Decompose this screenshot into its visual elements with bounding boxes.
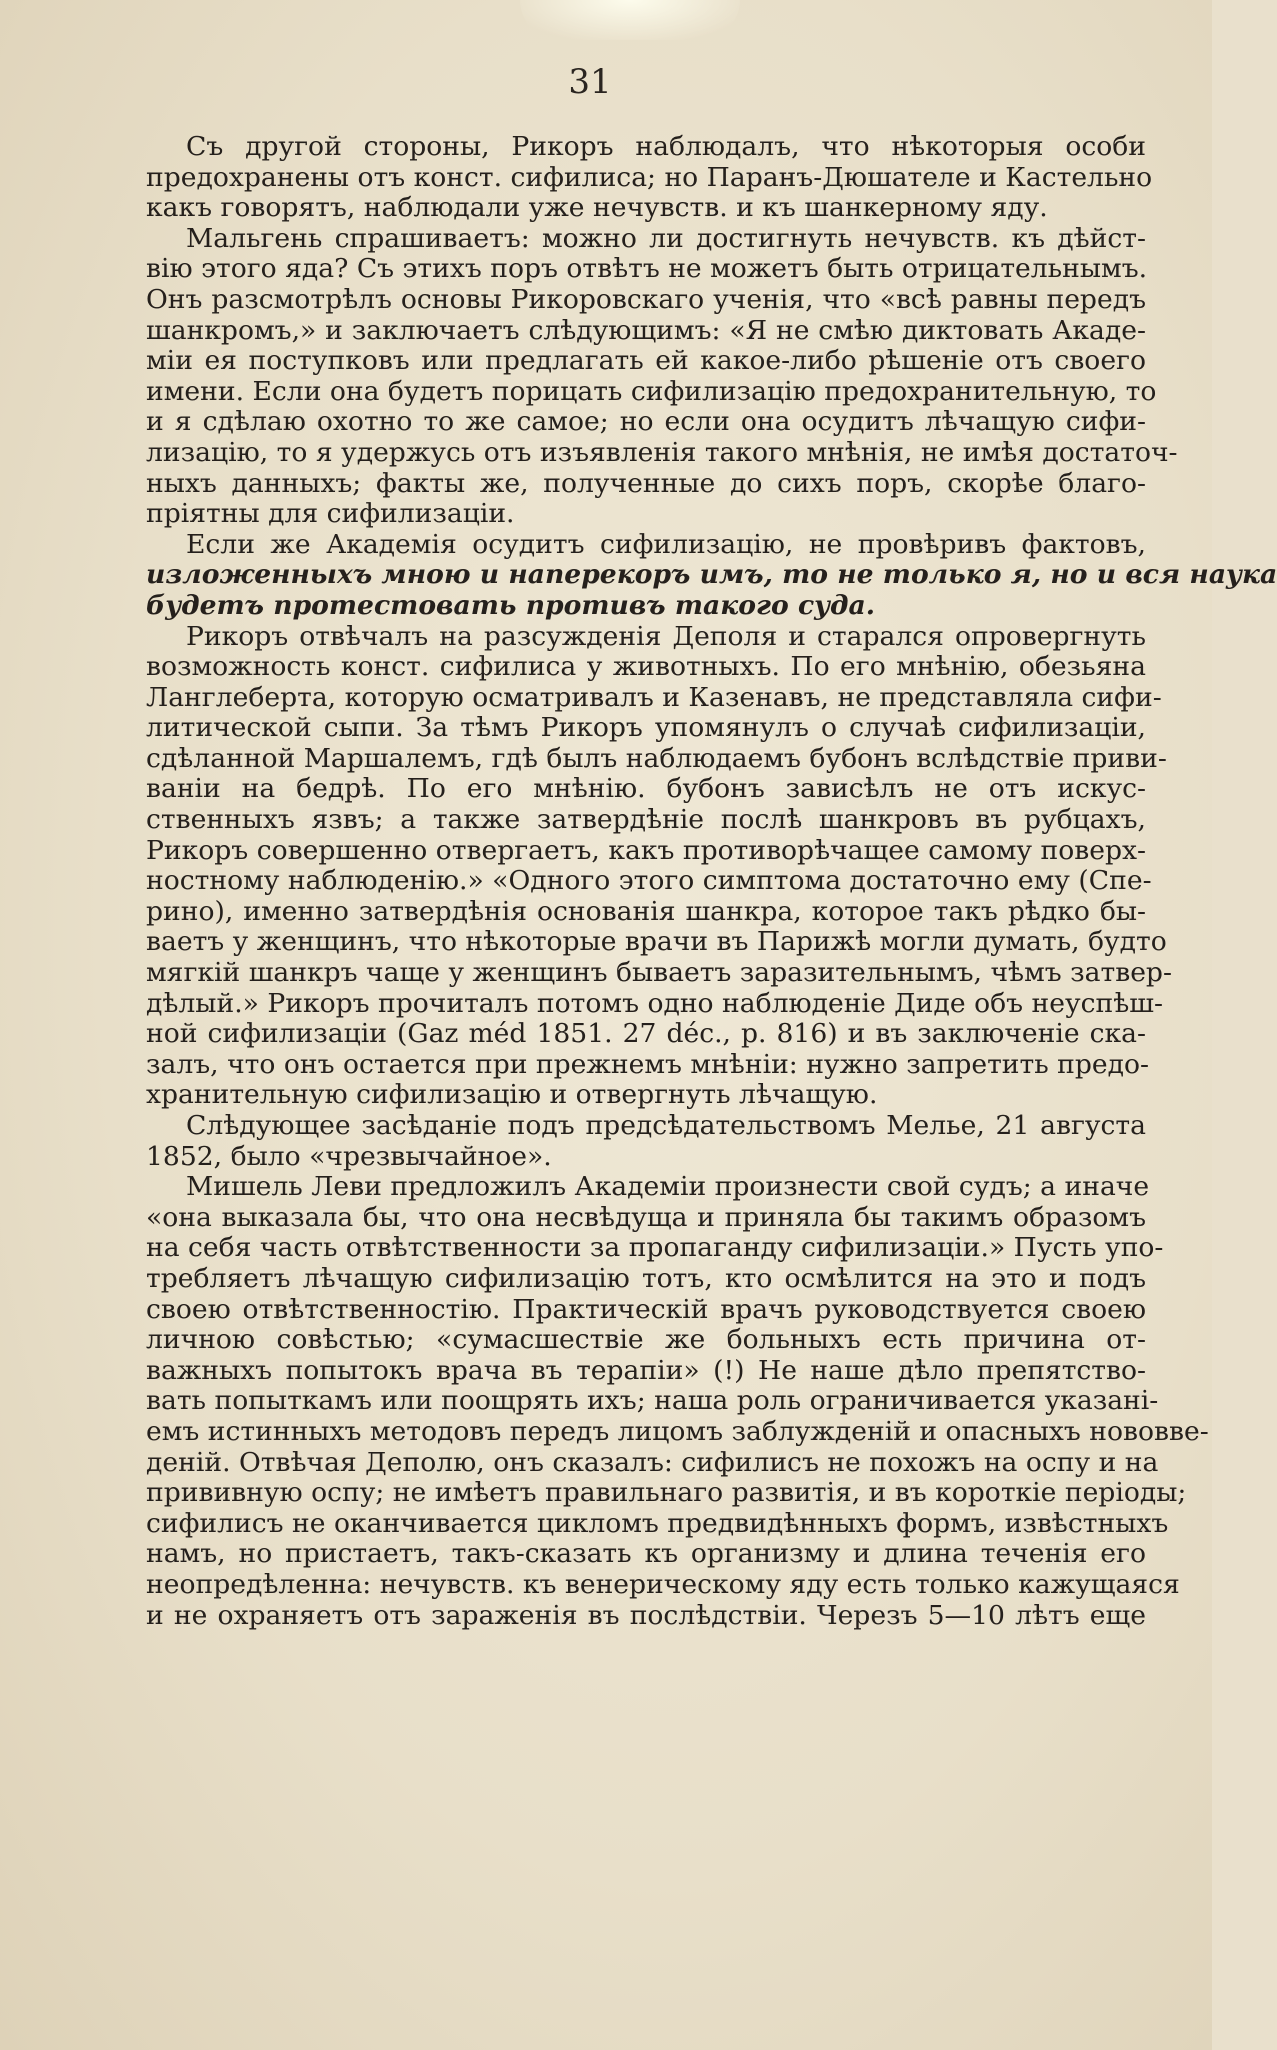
page-number: 31	[568, 62, 612, 102]
text-line: дѣлый.» Рикоръ прочиталъ потомъ одно наблюденіе Диде объ неуспѣш-	[146, 987, 1163, 1019]
text-line: лизацію, то я удержусь отъ изъявленія такого мнѣнія, не имѣя достаточ-	[146, 436, 1178, 468]
text-line: шанкромъ,» и заключаетъ слѣдующимъ: «Я не смѣю диктовать Акаде-	[146, 314, 1146, 346]
text-line: Рикоръ отвѣчалъ на разсужденія Деполя и старался опровергнуть	[186, 620, 1146, 652]
text-line: на себя часть отвѣтственности за пропаганду сифилизаціи.» Пусть упо-	[146, 1232, 1164, 1264]
text-line: Ланглеберта, которую осматривалъ и Казенавъ, не представляла сифи-	[146, 681, 1162, 713]
text-line: рино), именно затвердѣнія основанія шанкра, которое такъ рѣдко бы-	[146, 895, 1146, 927]
text-line: личною совѣстью; «сумасшествіе же больныхъ есть причина от-	[146, 1324, 1146, 1356]
text-line: вію этого яда? Съ этихъ поръ отвѣтъ не можетъ быть отрицательнымъ.	[146, 253, 1148, 285]
text-line: важныхъ попытокъ врача въ терапіи» (!) Не наше дѣло препятство-	[146, 1354, 1146, 1386]
text-line: хранительную сифилизацію и отвергнуть лѣчащую.	[146, 1079, 878, 1111]
text-line: Мальгень спрашиваетъ: можно ли достигнуть нечувств. къ дѣйст-	[186, 222, 1146, 254]
text-line: 1852, было «чрезвычайное».	[146, 1140, 552, 1172]
text-line: ваетъ у женщинъ, что нѣкоторые врачи въ Парижѣ могли думать, будто	[146, 926, 1167, 958]
text-line: будетъ протестовать противъ такого суда.	[146, 589, 876, 621]
text-line: и не охраняетъ отъ зараженія въ послѣдствіи. Черезъ 5—10 лѣтъ еще	[146, 1599, 1146, 1631]
body-text	[146, 131, 1277, 1631]
text-line: деній. Отвѣчая Деполю, онъ сказалъ: сифилисъ не похожъ на оспу и на	[146, 1446, 1159, 1478]
text-line: какъ говорятъ, наблюдали уже нечувств. и къ шанкерному яду.	[146, 192, 1048, 224]
text-line: имени. Если она будетъ порицать сифилизацію предохранительную, то	[146, 375, 1157, 407]
text-line: мягкій шанкръ чаще у женщинъ бываетъ заразительнымъ, чѣмъ затвер-	[146, 957, 1172, 989]
text-line: ныхъ данныхъ; факты же, полученные до сихъ поръ, скорѣе благо-	[146, 467, 1146, 499]
paper-stain	[520, 0, 740, 40]
text-line: литической сыпи. За тѣмъ Рикоръ упомянулъ о случаѣ сифилизаціи,	[146, 712, 1146, 744]
text-line: пріятны для сифилизаціи.	[146, 498, 515, 530]
text-line: Слѣдующее засѣданіе подъ предсѣдательствомъ Мелье, 21 августа	[186, 1110, 1146, 1141]
text-line: ваніи на бедрѣ. По его мнѣнію. бубонъ зависѣлъ не отъ искус-	[146, 773, 1146, 805]
text-line: и я сдѣлаю охотно то же самое; но если она осудитъ лѣчащую сифи-	[146, 406, 1146, 438]
text-line: міи ея поступковъ или предлагать ей какое-либо рѣшеніе отъ своего	[146, 345, 1146, 377]
text-line: намъ, но пристаетъ, такъ-сказать къ организму и длина теченія его	[146, 1538, 1146, 1570]
text-line: ственныхъ язвъ; а также затвердѣніе послѣ шанкровъ въ рубцахъ,	[146, 804, 1146, 836]
text-line: ностному наблюденію.» «Одного этого симптома достаточно ему (Спе-	[146, 865, 1152, 897]
text-line: емъ истинныхъ методовъ передъ лицомъ заблужденій и опасныхъ нововве-	[146, 1415, 1209, 1447]
text-line: ной сифилизаціи (Gaz méd 1851. 27 déc., p. 816) и въ заключеніе ска-	[146, 1018, 1146, 1050]
text-line: Съ другой стороны, Рикоръ наблюдалъ, что нѣкоторыя особи	[186, 131, 1146, 162]
text-line: залъ, что онъ остается при прежнемъ мнѣніи: нужно запретить предо-	[146, 1048, 1150, 1080]
text-line: Онъ разсмотрѣлъ основы Рикоровскаго ученія, что «всѣ равны передъ	[146, 283, 1146, 315]
text-line: Рикоръ совершенно отвергаетъ, какъ противорѣчащее самому поверх-	[146, 834, 1146, 866]
text-line: возможность конст. сифилиса у животныхъ. По его мнѣнію, обезьяна	[146, 651, 1146, 683]
text-line: сдѣланной Маршалемъ, гдѣ былъ наблюдаемъ бубонъ вслѣдствіе приви-	[146, 742, 1167, 774]
text-line: предохранены отъ конст. сифилиса; но Паранъ-Дюшателе и Кастельно	[146, 161, 1153, 193]
text-line: «она выказала бы, что она несвѣдуща и приняла бы такимъ образомъ	[146, 1201, 1146, 1233]
text-line: Если же Академія осудитъ сифилизацію, не провѣривъ фактовъ,	[186, 528, 1146, 560]
text-line: своею отвѣтственностію. Практическій врачъ руководствуется своею	[146, 1293, 1146, 1325]
text-line: сифилисъ не оканчивается цикломъ предвидѣнныхъ формъ, извѣстныхъ	[146, 1507, 1169, 1539]
text-line: Мишель Леви предложилъ Академіи произнести свой судъ; а иначе	[186, 1171, 1150, 1203]
text-line: изложенныхъ мною и наперекоръ имъ, то не только я, но и вся наука	[146, 559, 1277, 591]
text-line: прививную оспу; не имѣетъ правильнаго развитія, и въ короткіе періоды;	[146, 1477, 1187, 1509]
text-line: требляетъ лѣчащую сифилизацію тотъ, кто осмѣлится на это и подъ	[146, 1262, 1146, 1294]
text-line: вать попыткамъ или поощрять ихъ; наша роль ограничивается указані-	[146, 1385, 1159, 1417]
text-line: неопредѣленна: нечувств. къ венерическому яду есть только кажущаяся	[146, 1568, 1180, 1600]
